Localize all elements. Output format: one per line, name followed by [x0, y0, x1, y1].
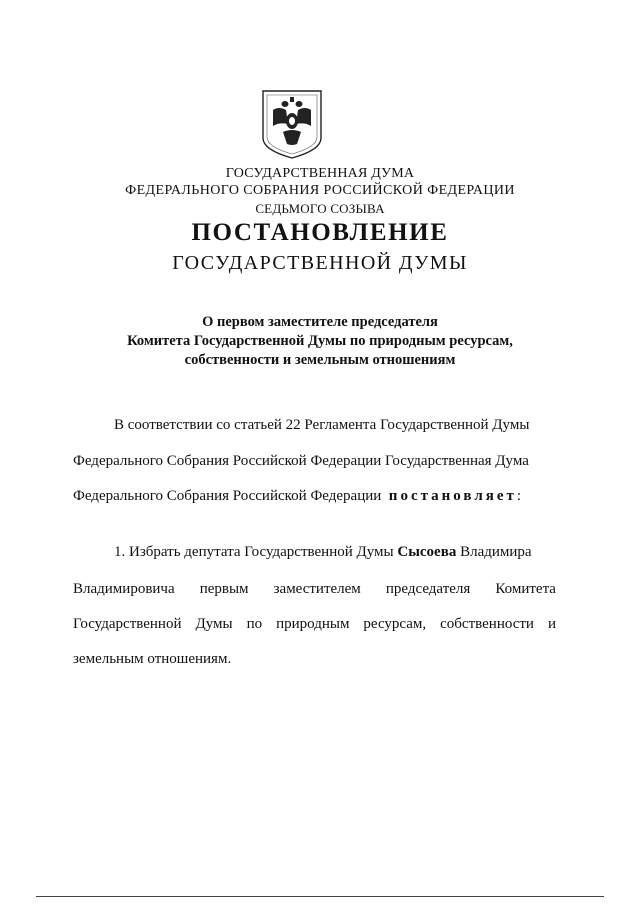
subject-line-3: собственности и земельным отношениям — [184, 352, 456, 368]
item1-line-1-end: Владимира — [460, 544, 532, 560]
item1-line-1-start: 1. Избрать депутата Государственной Думы — [114, 544, 394, 560]
item1-line-1 — [114, 544, 556, 561]
word: ресурсам, — [363, 616, 427, 632]
word: председателя — [385, 581, 471, 597]
org-line-3: СЕДЬМОГО СОЗЫВА — [255, 201, 385, 216]
word: Владимировича — [73, 581, 175, 597]
page-bottom-rule — [36, 896, 604, 897]
item1-line-4: земельным отношениям. — [73, 651, 232, 667]
document-subtitle: ГОСУДАРСТВЕННОЙ ДУМЫ — [172, 252, 468, 274]
word: и — [547, 616, 556, 632]
preamble-line-2: Федерального Собрания Российской Федерации Государственная Дума — [73, 453, 529, 469]
subject-line-2: Комитета Государственной Думы по природным ресурсам, — [127, 333, 513, 349]
preamble-line-3-start: Федерального Собрания Российской Федерации — [73, 488, 382, 504]
preamble-colon: : — [516, 488, 522, 504]
word: первым — [199, 581, 249, 597]
word: Думы — [195, 616, 233, 632]
org-line-2: ФЕДЕРАЛЬНОГО СОБРАНИЯ РОССИЙСКОЙ ФЕДЕРАЦИИ — [125, 183, 515, 198]
document-title: ПОСТАНОВЛЕНИЕ — [191, 219, 449, 246]
deputy-surname: Сысоева — [397, 544, 457, 560]
preamble-line-1: В соответствии со статьей 22 Регламента Государственной Думы — [114, 417, 530, 433]
word: Государственной — [73, 616, 182, 632]
word: природным — [276, 616, 350, 632]
subject-line-1: О первом заместителе председателя — [202, 314, 438, 330]
coat-of-arms-emblem — [259, 88, 325, 160]
word: заместителем — [273, 581, 361, 597]
item1-line-2 — [73, 581, 556, 598]
word: Комитета — [495, 581, 556, 597]
item1-line-3 — [73, 616, 556, 633]
org-line-1: ГОСУДАРСТВЕННАЯ ДУМА — [225, 166, 415, 181]
word: собственности — [440, 616, 534, 632]
preamble-line-3 — [73, 488, 556, 505]
operative-verb: постановляет — [388, 488, 517, 504]
word: по — [246, 616, 263, 632]
